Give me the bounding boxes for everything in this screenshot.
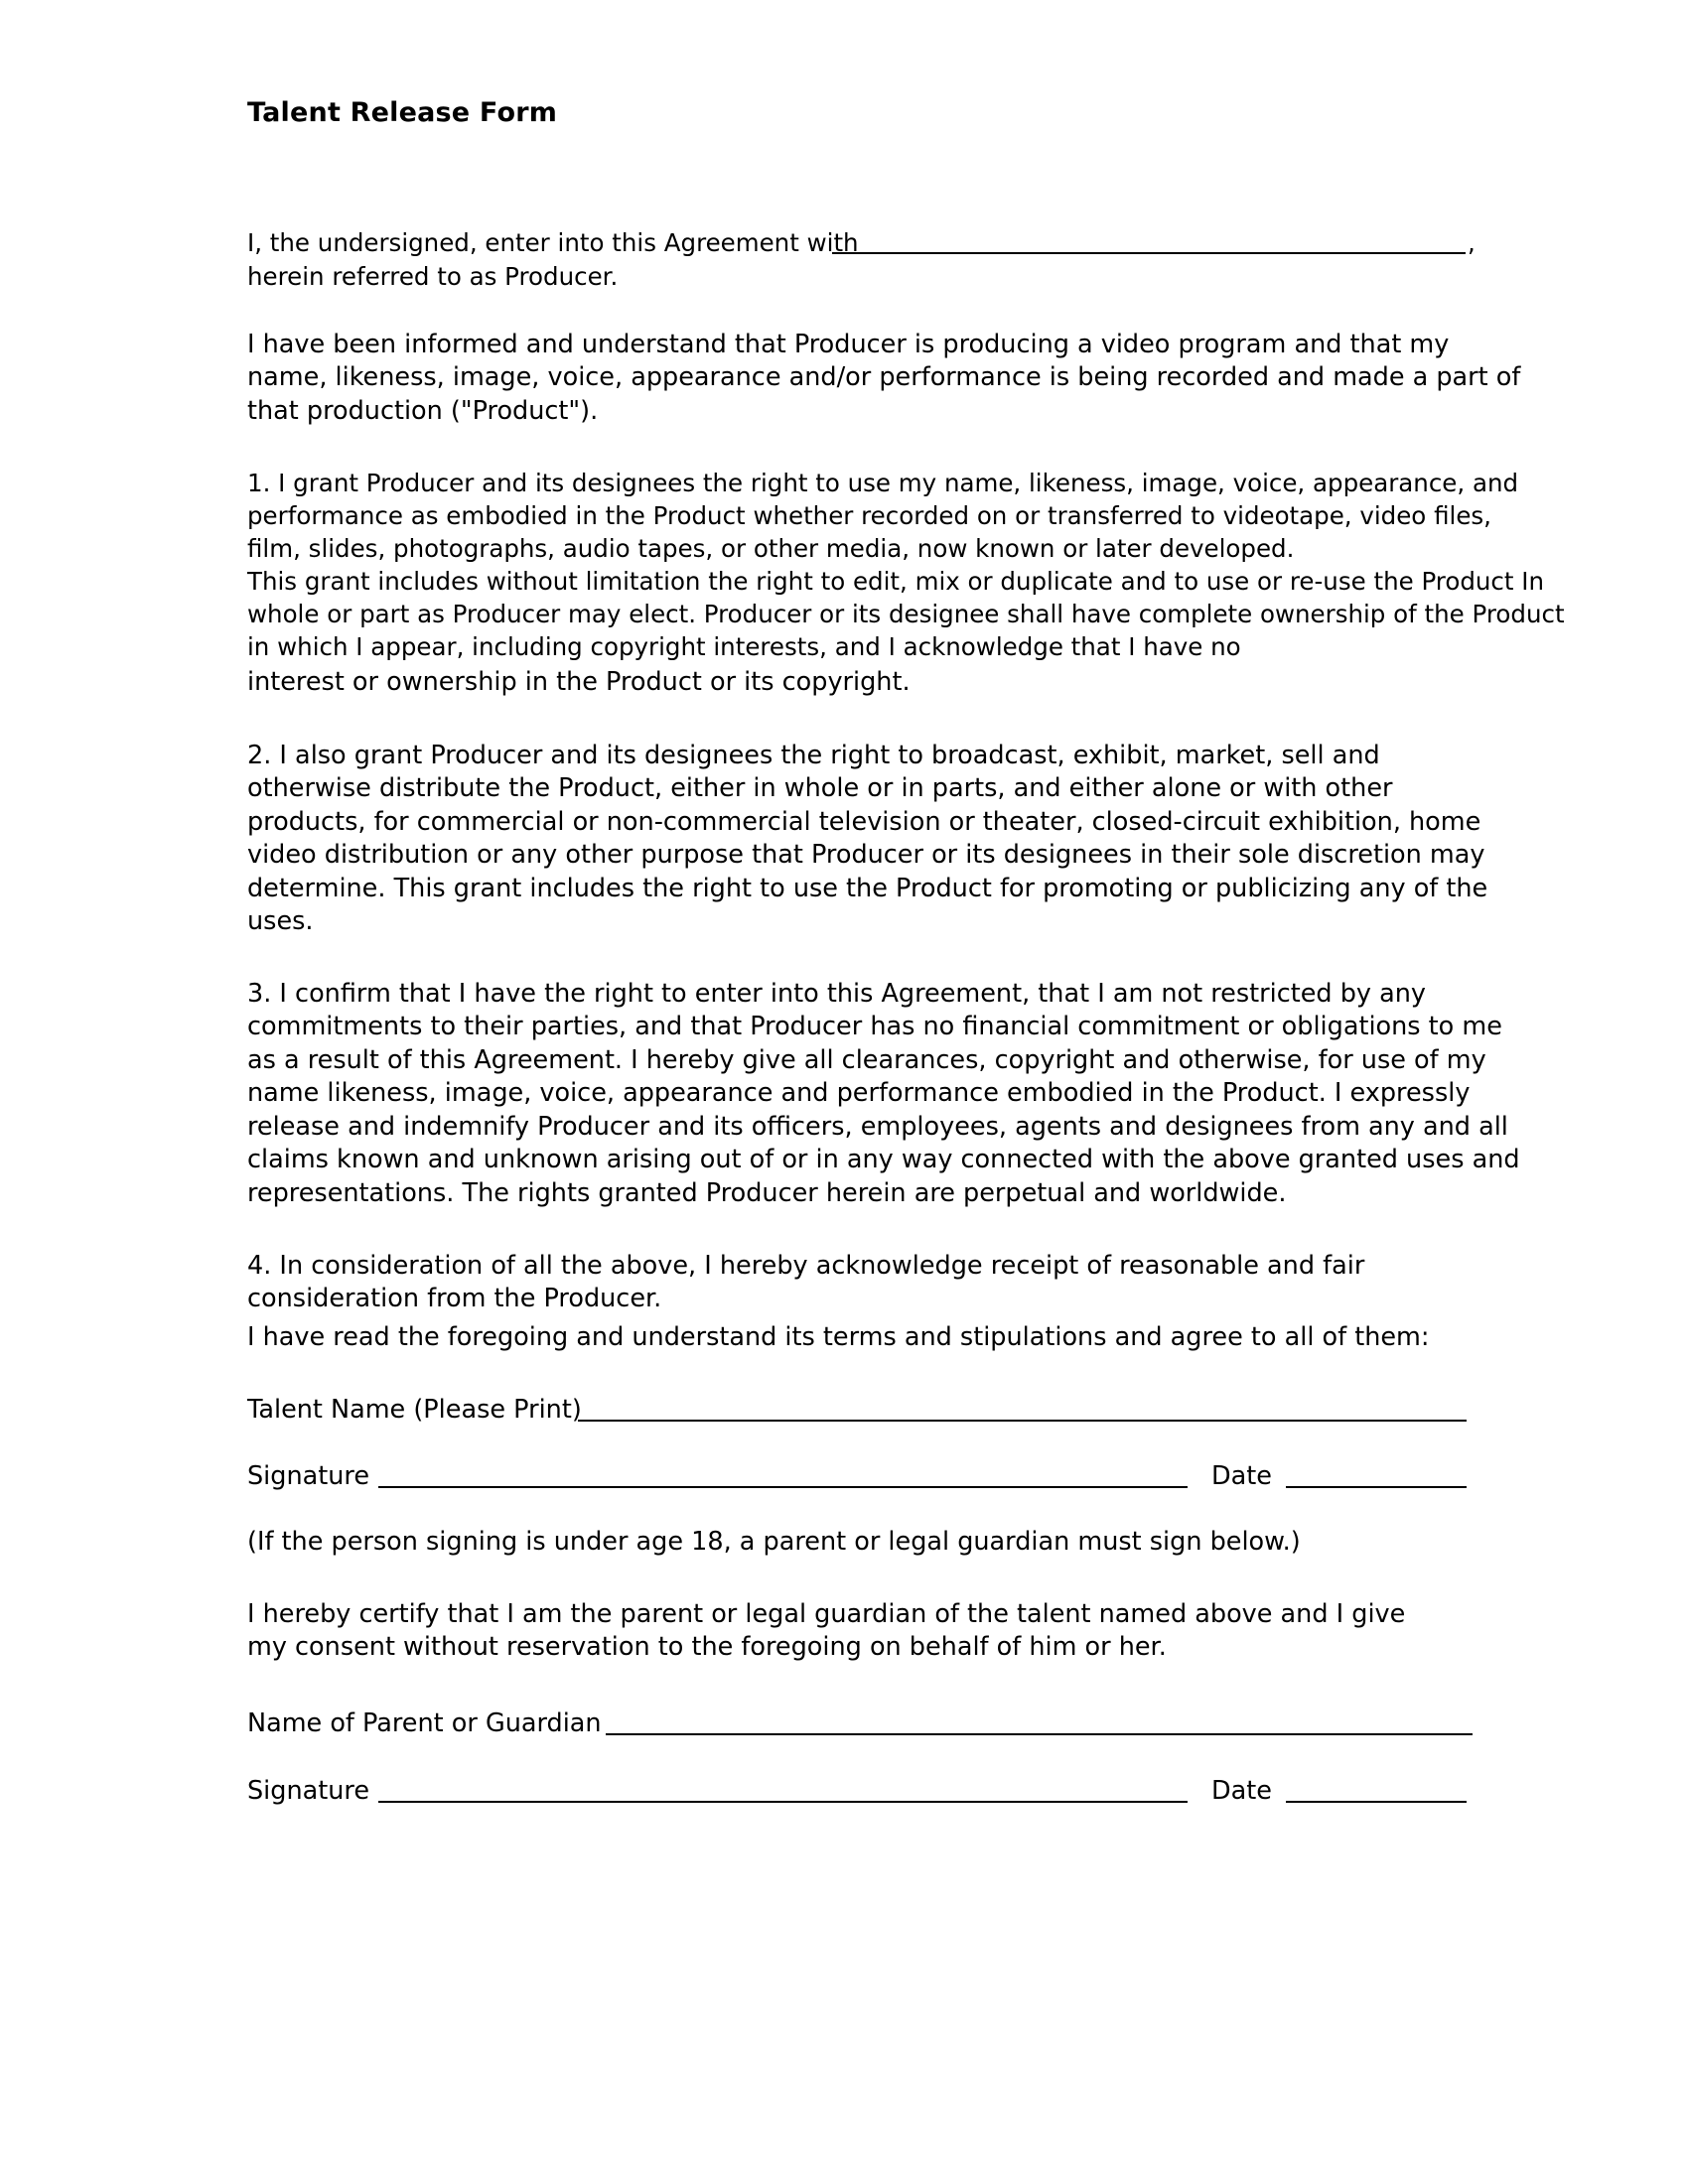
clause3-line: representations. The rights granted Producer herein are perpetual and worldwide. [247, 1178, 1287, 1208]
intro-comma: , [1468, 228, 1476, 257]
talent-name-field[interactable] [578, 1420, 1467, 1422]
intro-line-1 [247, 226, 859, 260]
guardian-name-label: Name of Parent or Guardian [247, 1708, 602, 1738]
informed-line: name, likeness, image, voice, appearance and/or performance is being recorded and made a part of [247, 362, 1521, 392]
clause1-line: performance as embodied in the Product whether recorded on or transferred to videotape, video files, [247, 501, 1491, 530]
clause3-line: name likeness, image, voice, appearance and performance embodied in the Product. I expressly [247, 1078, 1471, 1108]
agreement-statement: I have read the foregoing and understand its terms and stipulations and agree to all of them: [247, 1322, 1430, 1352]
guardian-name-field[interactable] [606, 1733, 1473, 1735]
clause1-line: in which I appear, including copyright interests, and I acknowledge that I have no [247, 632, 1241, 661]
clause3-line: claims known and unknown arising out of or in any way connected with the above granted uses and [247, 1145, 1520, 1174]
clause1-line: film, slides, photographs, audio tapes, or other media, now known or later developed. [247, 534, 1295, 563]
clause2-line: video distribution or any other purpose that Producer or its designees in their sole discretion may [247, 840, 1485, 870]
clause2-line: uses. [247, 906, 314, 936]
clause1-line: interest or ownership in the Product or its copyright. [247, 667, 911, 697]
clause3-line: 3. I confirm that I have the right to enter into this Agreement, that I am not restricted by any [247, 979, 1426, 1009]
talent-signature-field[interactable] [378, 1486, 1188, 1488]
talent-signature-label: Signature [247, 1461, 370, 1491]
guardian-signature-field[interactable] [378, 1801, 1188, 1803]
clause1-line: This grant includes without limitation the right to edit, mix or duplicate and to use or re-use the Product In [247, 567, 1545, 596]
clause3-line: commitments to their parties, and that Producer has no financial commitment or obligations to me [247, 1012, 1502, 1041]
producer-name-field[interactable] [832, 252, 1466, 254]
talent-date-field[interactable] [1286, 1486, 1467, 1488]
document-title: Talent Release Form [247, 97, 558, 128]
guardian-certify-line: I hereby certify that I am the parent or legal guardian of the talent named above and I give [247, 1599, 1406, 1629]
clause2-line: otherwise distribute the Product, either in whole or in parts, and either alone or with other [247, 773, 1393, 803]
guardian-date-label: Date [1211, 1776, 1272, 1806]
clause3-line: as a result of this Agreement. I hereby give all clearances, copyright and otherwise, for use of my [247, 1045, 1486, 1075]
clause2-line: 2. I also grant Producer and its designees the right to broadcast, exhibit, market, sell and [247, 741, 1380, 770]
clause2-line: determine. This grant includes the right to use the Product for promoting or publicizing any of the [247, 874, 1488, 903]
clause1-line: 1. I grant Producer and its designees the right to use my name, likeness, image, voice, appearance, and [247, 469, 1519, 497]
guardian-certify-line: my consent without reservation to the foregoing on behalf of him or her. [247, 1632, 1167, 1662]
clause1-line: whole or part as Producer may elect. Producer or its designee shall have complete ownership of the Product [247, 600, 1565, 628]
guardian-signature-label: Signature [247, 1776, 370, 1806]
talent-date-label: Date [1211, 1461, 1272, 1491]
talent-name-label: Talent Name (Please Print) [247, 1395, 582, 1425]
guardian-date-field[interactable] [1286, 1801, 1467, 1803]
clause3-line: release and indemnify Producer and its officers, employees, agents and designees from any and all [247, 1112, 1508, 1142]
informed-line: that production ("Product"). [247, 396, 599, 426]
intro-line-2: herein referred to as Producer. [247, 262, 619, 291]
clause2-line: products, for commercial or non-commercial television or theater, closed-circuit exhibition, home [247, 807, 1481, 837]
informed-line: I have been informed and understand that Producer is producing a video program and that my [247, 330, 1450, 359]
minor-note: (If the person signing is under age 18, a parent or legal guardian must sign below.) [247, 1527, 1301, 1557]
clause4-line: consideration from the Producer. [247, 1284, 662, 1313]
clause4-line: 4. In consideration of all the above, I hereby acknowledge receipt of reasonable and fair [247, 1251, 1365, 1281]
intro-text: I, the undersigned, enter into this Agreement with [247, 228, 859, 257]
